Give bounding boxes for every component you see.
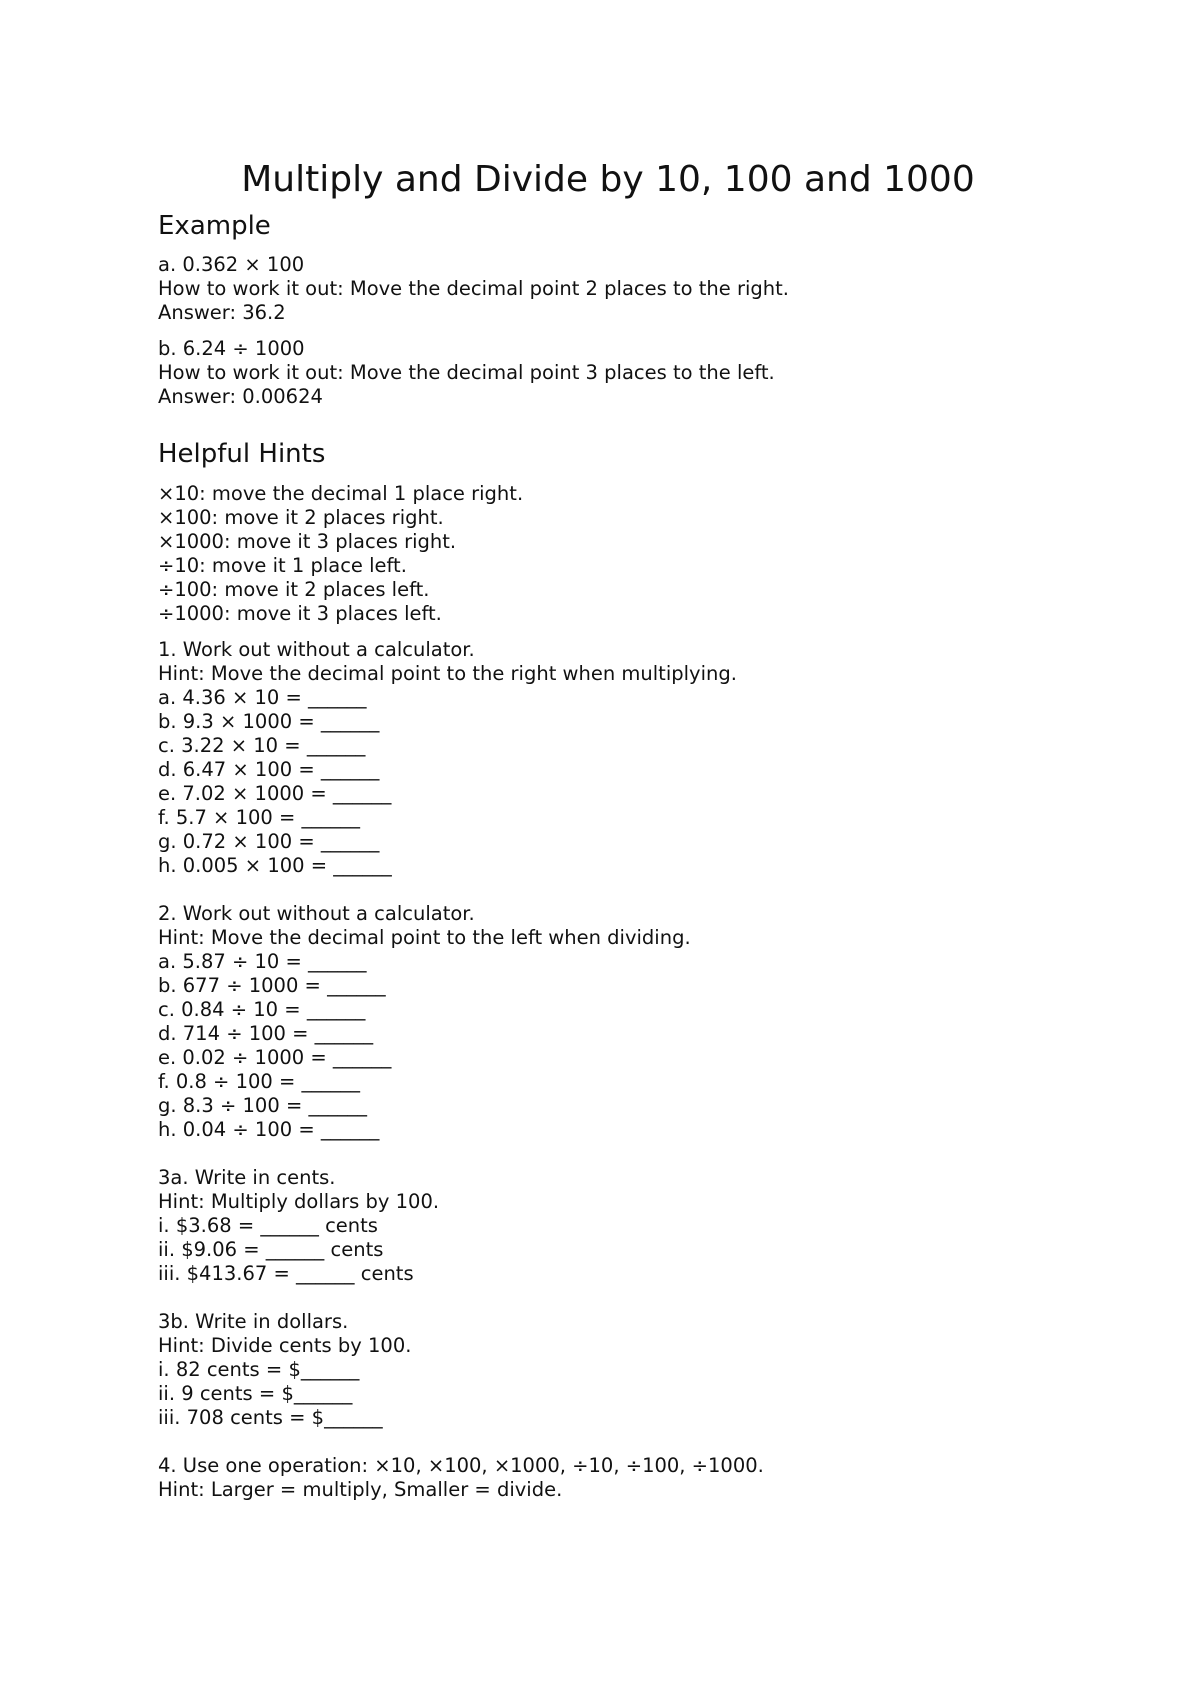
q3a-title: 3a. Write in cents. xyxy=(158,1166,336,1189)
page-title: Multiply and Divide by 10, 100 and 1000 xyxy=(241,159,975,200)
q3b-item: iii. 708 cents = $______ xyxy=(158,1406,383,1429)
q1-item: b. 9.3 × 1000 = ______ xyxy=(158,710,380,733)
q1-item: d. 6.47 × 100 = ______ xyxy=(158,758,380,781)
q3b-hint: Hint: Divide cents by 100. xyxy=(158,1334,412,1357)
q4-title: 4. Use one operation: ×10, ×100, ×1000, ÷10, ÷100, ÷1000. xyxy=(158,1454,764,1477)
q1-item: e. 7.02 × 1000 = ______ xyxy=(158,782,392,805)
q3b-item: ii. 9 cents = $______ xyxy=(158,1382,353,1405)
q4-hint: Hint: Larger = multiply, Smaller = divide. xyxy=(158,1478,563,1501)
q3a-item: ii. $9.06 = ______ cents xyxy=(158,1238,384,1261)
example-a-problem: a. 0.362 × 100 xyxy=(158,253,305,276)
q2-item: c. 0.84 ÷ 10 = ______ xyxy=(158,998,366,1021)
q3b-title: 3b. Write in dollars. xyxy=(158,1310,349,1333)
hint-item: ÷100: move it 2 places left. xyxy=(158,578,430,601)
q3a-hint: Hint: Multiply dollars by 100. xyxy=(158,1190,440,1213)
q1-item: c. 3.22 × 10 = ______ xyxy=(158,734,366,757)
example-a-answer: Answer: 36.2 xyxy=(158,301,286,324)
example-b-answer: Answer: 0.00624 xyxy=(158,385,323,408)
q2-title: 2. Work out without a calculator. xyxy=(158,902,475,925)
q2-item: g. 8.3 ÷ 100 = ______ xyxy=(158,1094,367,1117)
q2-item: f. 0.8 ÷ 100 = ______ xyxy=(158,1070,361,1093)
q3a-item: i. $3.68 = ______ cents xyxy=(158,1214,378,1237)
q2-item: b. 677 ÷ 1000 = ______ xyxy=(158,974,386,997)
hint-item: ÷10: move it 1 place left. xyxy=(158,554,407,577)
example-b-problem: b. 6.24 ÷ 1000 xyxy=(158,337,305,360)
q1-hint: Hint: Move the decimal point to the right when multiplying. xyxy=(158,662,737,685)
q1-item: a. 4.36 × 10 = ______ xyxy=(158,686,367,709)
q1-item: g. 0.72 × 100 = ______ xyxy=(158,830,380,853)
q1-item: h. 0.005 × 100 = ______ xyxy=(158,854,392,877)
q2-item: h. 0.04 ÷ 100 = ______ xyxy=(158,1118,380,1141)
q2-hint: Hint: Move the decimal point to the left when dividing. xyxy=(158,926,691,949)
example-b-method: How to work it out: Move the decimal point 3 places to the left. xyxy=(158,361,775,384)
q2-item: d. 714 ÷ 100 = ______ xyxy=(158,1022,374,1045)
q3a-item: iii. $413.67 = ______ cents xyxy=(158,1262,414,1285)
hint-item: ×10: move the decimal 1 place right. xyxy=(158,482,524,505)
q1-title: 1. Work out without a calculator. xyxy=(158,638,475,661)
q1-item: f. 5.7 × 100 = ______ xyxy=(158,806,361,829)
q2-item: e. 0.02 ÷ 1000 = ______ xyxy=(158,1046,392,1069)
q2-item: a. 5.87 ÷ 10 = ______ xyxy=(158,950,367,973)
hint-item: ×1000: move it 3 places right. xyxy=(158,530,457,553)
example-a-method: How to work it out: Move the decimal point 2 places to the right. xyxy=(158,277,789,300)
hints-heading: Helpful Hints xyxy=(158,439,326,469)
q3b-item: i. 82 cents = $______ xyxy=(158,1358,360,1381)
hint-item: ÷1000: move it 3 places left. xyxy=(158,602,442,625)
hint-item: ×100: move it 2 places right. xyxy=(158,506,444,529)
example-heading: Example xyxy=(158,211,271,241)
